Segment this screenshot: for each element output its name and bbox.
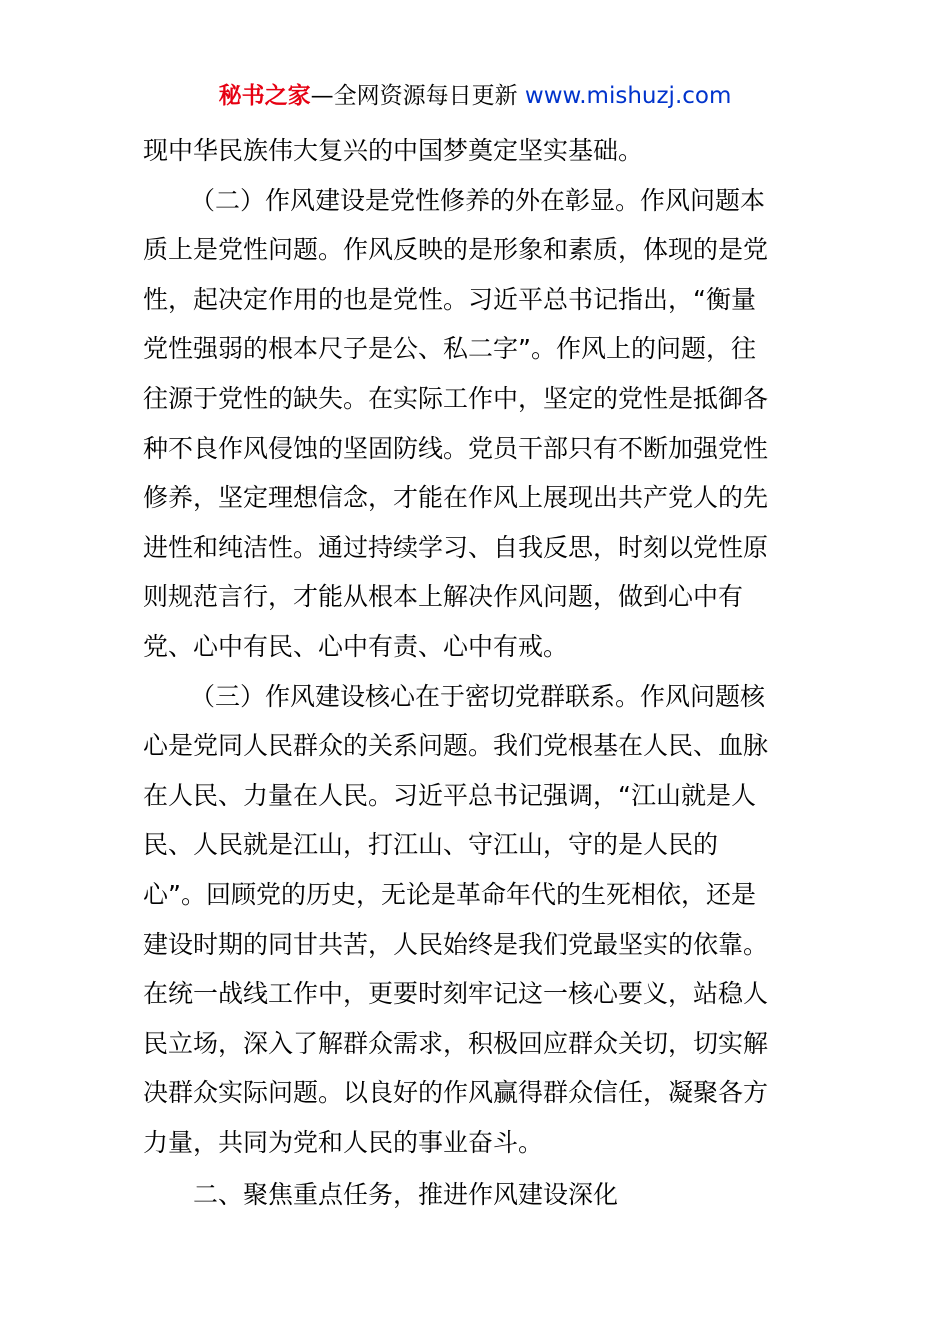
text-line: 民立场，深入了解群众需求，积极回应群众关切，切实解 bbox=[143, 1028, 769, 1058]
text-line: 在统一战线工作中，更要时刻牢记这一核心要义，站稳人 bbox=[143, 979, 769, 1009]
text-line: 决群众实际问题。以良好的作风赢得群众信任，凝聚各方 bbox=[143, 1078, 769, 1108]
text-line: 进性和纯洁性。通过持续学习、自我反思，时刻以党性原 bbox=[143, 532, 769, 562]
text-line: 力量，共同为党和人民的事业奋斗。 bbox=[143, 1127, 544, 1157]
text-line: 质上是党性问题。作风反映的是形象和素质，体现的是党 bbox=[143, 235, 769, 265]
brand-name: 秘书之家 bbox=[218, 83, 311, 109]
text-line: 往源于党性的缺失。在实际工作中，坚定的党性是抵御各 bbox=[143, 383, 769, 413]
text-line: 种不良作风侵蚀的坚固防线。党员干部只有不断加强党性 bbox=[143, 433, 769, 463]
text-line: 现中华民族伟大复兴的中国梦奠定坚实基础。 bbox=[143, 136, 644, 165]
document-body bbox=[143, 126, 808, 1220]
header-slogan: —全网资源每日更新 bbox=[310, 83, 518, 109]
text-line: 则规范言行，才能从根本上解决作风问题，做到心中有 bbox=[143, 582, 744, 612]
text-line: 在人民、力量在人民。习近平总书记强调，“江山就是人 bbox=[143, 780, 756, 810]
text-line: 民、人民就是江山，打江山、守江山，守的是人民的 bbox=[143, 830, 719, 860]
paragraph-start: （二）作风建设是党性修养的外在彰显。作风问题本 bbox=[190, 185, 766, 215]
text-line: 心”。回顾党的历史，无论是革命年代的生死相依，还是 bbox=[143, 879, 756, 909]
section-heading: 二、聚焦重点任务，推进作风建设深化 bbox=[193, 1180, 619, 1210]
site-header bbox=[0, 80, 950, 112]
text-line: 党、心中有民、心中有责、心中有戒。 bbox=[143, 631, 569, 661]
text-line: 党性强弱的根本尺子是公、私二字”。作风上的问题，往 bbox=[143, 334, 756, 364]
text-line: 建设时期的同甘共苦，人民始终是我们党最坚实的依靠。 bbox=[143, 929, 769, 959]
text-line: 修养，坚定理想信念，才能在作风上展现出共产党人的先 bbox=[143, 483, 769, 513]
text-line: 心是党同人民群众的关系问题。我们党根基在人民、血脉 bbox=[143, 731, 769, 761]
site-url-link[interactable]: www.mishuzj.com bbox=[524, 83, 732, 109]
text-line: 性，起决定作用的也是党性。习近平总书记指出，“衡量 bbox=[143, 284, 756, 314]
paragraph-start: （三）作风建设核心在于密切党群联系。作风问题核 bbox=[190, 681, 766, 711]
